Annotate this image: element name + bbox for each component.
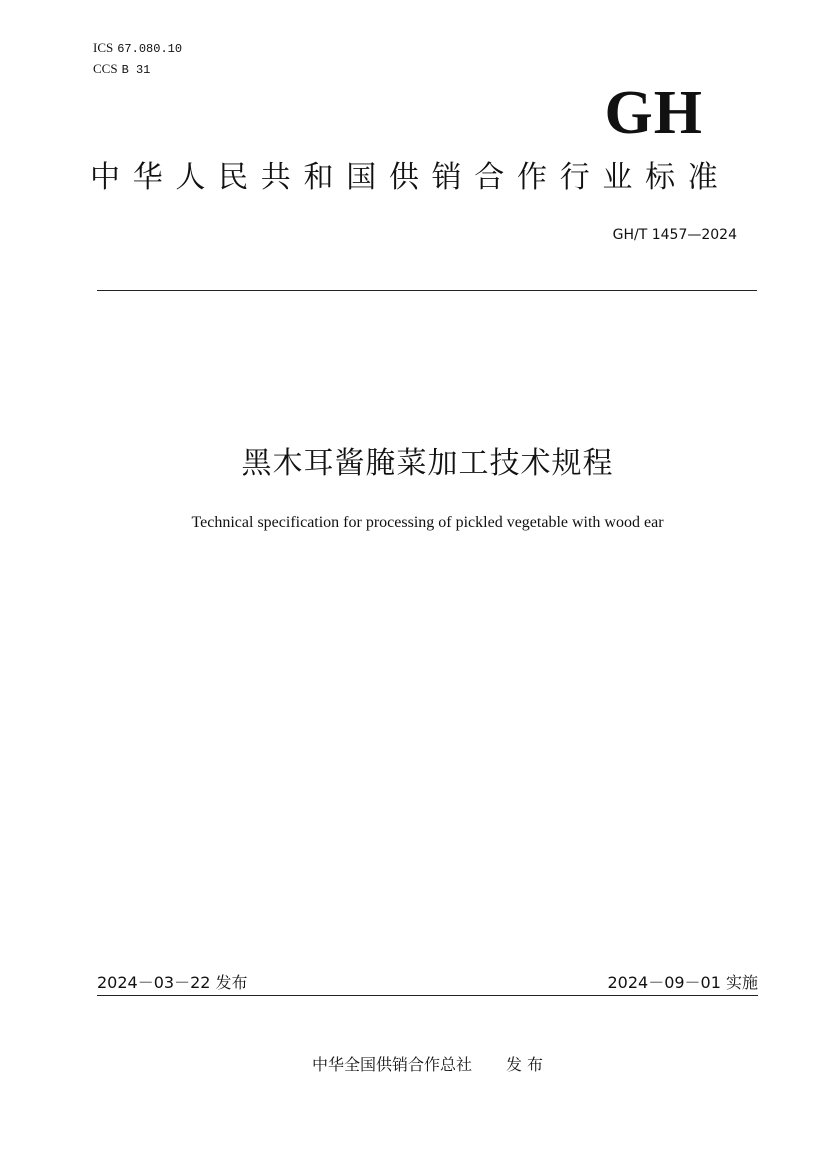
top-divider [97,290,757,291]
ccs-label: CCS [93,61,118,76]
ics-line [93,40,182,57]
standard-number: GH/T 1457—2024 [612,227,737,243]
ics-label: ICS [93,40,114,55]
ccs-line [93,61,150,78]
ccs-code: B 31 [121,63,151,77]
ics-code: 67.080.10 [117,42,183,56]
publisher-name: 中华全国供销合作总社 [311,1055,472,1074]
bottom-divider [97,995,758,996]
gh-logo: GH [604,79,703,147]
document-title-en: Technical specification for processing of pickled vegetable with wood ear [191,514,664,531]
standard-type-title: 中华人民共和国供销合作行业标准 [90,160,731,195]
implementation-date: 2024－09－01 实施 [607,973,758,992]
publish-action: 发 布 [505,1055,544,1074]
publisher-line [0,1054,815,1076]
issue-date: 2024－03－22 发布 [97,973,248,992]
document-title-cn: 黑木耳酱腌菜加工技术规程 [241,446,614,481]
